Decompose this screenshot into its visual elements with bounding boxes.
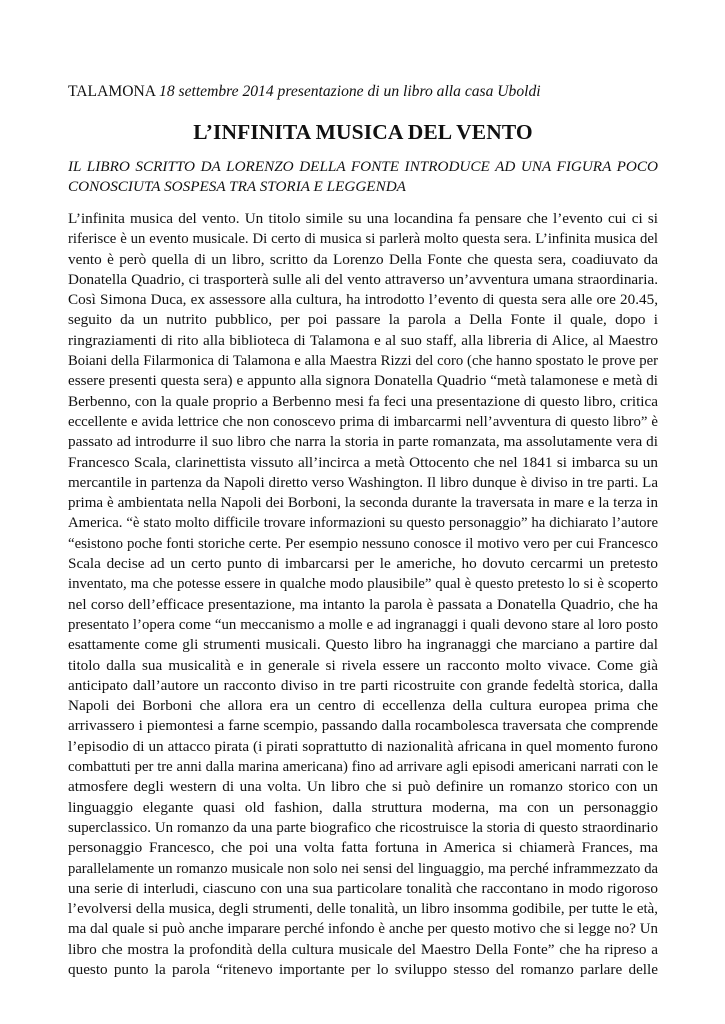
body-line: Donatella Quadrio, ci trasporterà sulle ali del vento attraverso un’avventura umana straordinaria. <box>68 270 658 288</box>
body-line: presentato l’opera come “un meccanismo a molle e ad ingranaggi i quali devono stare al loro posto <box>68 616 658 633</box>
body-line: esattamente come gli strumenti musicali. Questo libro ha ingranaggi che marciano a partire dal <box>68 636 658 654</box>
body-line: l’evolversi della musica, degli strumenti, delle tonalità, un libro insomma godibile, per tutte le età, <box>68 901 658 918</box>
body-line: ringraziamenti di rito alla biblioteca di Talamona e al suo staff, alla libreria di Alice, al Maestro <box>68 331 658 349</box>
body-line: Napoli dei Borboni che allora era un centro di eccellenza della cultura europea prima che <box>68 697 658 715</box>
body-line: essere presenti questa sera) e appunto alla signora Donatella Quadrio “metà talamonese e metà di <box>68 373 658 390</box>
body-line: linguaggio elegante quasi old fashion, dalla struttura moderna, ma con un personaggio <box>68 798 658 816</box>
body-line: combattuti per tre anni dalla marina americana) fino ad arrivare agli episodi americani narrati con le <box>68 759 658 776</box>
body-line: inventato, ma che potesse essere in qualche modo plausibile” qual è questo pretesto lo si è scoperto <box>68 576 658 593</box>
body-line: mercantile in partenza da Napoli diretto verso Washington. Il libro dunque è diviso in tre parti. La <box>68 474 658 491</box>
body-line: ma dal quale si può anche imparare perché infondo è anche per questo motivo che si legge no? Un <box>68 921 658 938</box>
document-page <box>68 82 658 980</box>
body-line: riferisce è un evento musicale. Di certo di musica si parlerà molto questa sera. L’infinita musica del <box>68 231 658 248</box>
body-line: passato ad introdurre il suo libro che narra la storia in parte romanzata, ma assolutamente vera di <box>68 433 658 451</box>
body-line: America. “è stato molto difficile trovare informazioni su questo personaggio” ha dichiarato l’autore <box>68 515 658 532</box>
body-line: Berbenno, con la quale proprio a Berbenno mesi fa feci una presentazione di questo libro, critica <box>68 392 658 410</box>
article-subtitle <box>68 157 658 197</box>
article-body <box>68 209 658 980</box>
body-line: Così Simona Duca, ex assessore alla cultura, ha introdotto l’evento di questa sera alle ore 20.45, <box>68 291 658 309</box>
body-line: libro che mostra la profondità della cultura musicale del Maestro Della Fonte” che ha ripreso a <box>68 940 658 958</box>
dateline-place: TALAMONA <box>68 83 156 100</box>
article-title: L’INFINITA MUSICA DEL VENTO <box>193 120 533 144</box>
body-line: parallelamente un romanzo musicale non solo nei sensi del linguaggio, ma perché inframmezzato da <box>68 860 658 877</box>
body-line: “esistono poche fonti storiche certe. Per esempio nessuno conosce il motivo vero per cui Francesco <box>68 535 658 552</box>
body-line: personaggio Francesco, che poi una volta fatta fortuna in America si chiamerà Frances, ma <box>68 839 658 857</box>
dateline <box>68 82 658 102</box>
body-line: l’episodio di un attacco pirata (i pirati soprattutto di nazionalità africana in quel momento furono <box>68 737 658 755</box>
body-line: questo punto la parola “ritenevo importante per lo sviluppo stesso del romanzo parlare delle <box>68 960 658 978</box>
subtitle-line: IL LIBRO SCRITTO DA LORENZO DELLA FONTE INTRODUCE AD UNA FIGURA POCO <box>68 158 658 175</box>
body-line: anticipato dall’autore un racconto diviso in tre parti ricostruite con grande fedeltà storica, dalla <box>68 676 658 694</box>
body-line: L’infinita musica del vento. Un titolo simile su una locandina fa pensare che l’evento cui ci si <box>68 210 658 227</box>
dateline-event: 18 settembre 2014 presentazione di un libro alla casa Uboldi <box>159 83 541 100</box>
body-line: Scala decise ad un certo punto di imbarcarsi per le americhe, ho dovuto cercarmi un pretesto <box>68 555 658 573</box>
body-line: una serie di interludi, ciascuno con una sua particolare tonalità che raccontano in modo rigoroso <box>68 879 658 897</box>
body-line: Boiani della Filarmonica di Talamona e alla Maestra Rizzi del coro (che hanno spostato le prove per <box>68 353 658 370</box>
body-line: seguito da un nutrito pubblico, per poi passare la parola a Della Fonte il quale, dopo i <box>68 311 658 329</box>
body-line: Francesco Scala, clarinettista vissuto all’incirca a metà Ottocento che nel 1841 si imbarca su un <box>68 453 658 471</box>
body-line: prima è ambientata nella Napoli dei Borboni, la seconda durante la traversata in mare e la terza in <box>68 495 658 512</box>
subtitle-line: CONOSCIUTA SOSPESA TRA STORIA E LEGGENDA <box>68 178 406 195</box>
body-line: atmosfere degli western di una volta. Un libro che si può definire un romanzo storico con un <box>68 778 658 796</box>
body-line: vento è però quella di un libro, scritto da Lorenzo Della Fonte che questa sera, coadiuvato da <box>68 250 658 268</box>
body-line: eccellente e avida lettrice che non conoscevo prima di imbarcarmi nell’avventura di questo libro” è <box>68 413 658 430</box>
body-line: superclassico. Un romanzo da una parte biografico che ricostruisce la storia di questo straordinario <box>68 819 658 836</box>
body-line: arrivassero i piemontesi a farne scempio, passando dalla rocambolesca traversata che comprende <box>68 717 658 735</box>
body-line: nel corso dell’efficace presentazione, ma intanto la parola è passata a Donatella Quadrio, che ha <box>68 595 658 613</box>
body-line: titolo dalla sua musicalità e in generale si rivela essere un racconto molto vivace. Come già <box>68 656 658 674</box>
